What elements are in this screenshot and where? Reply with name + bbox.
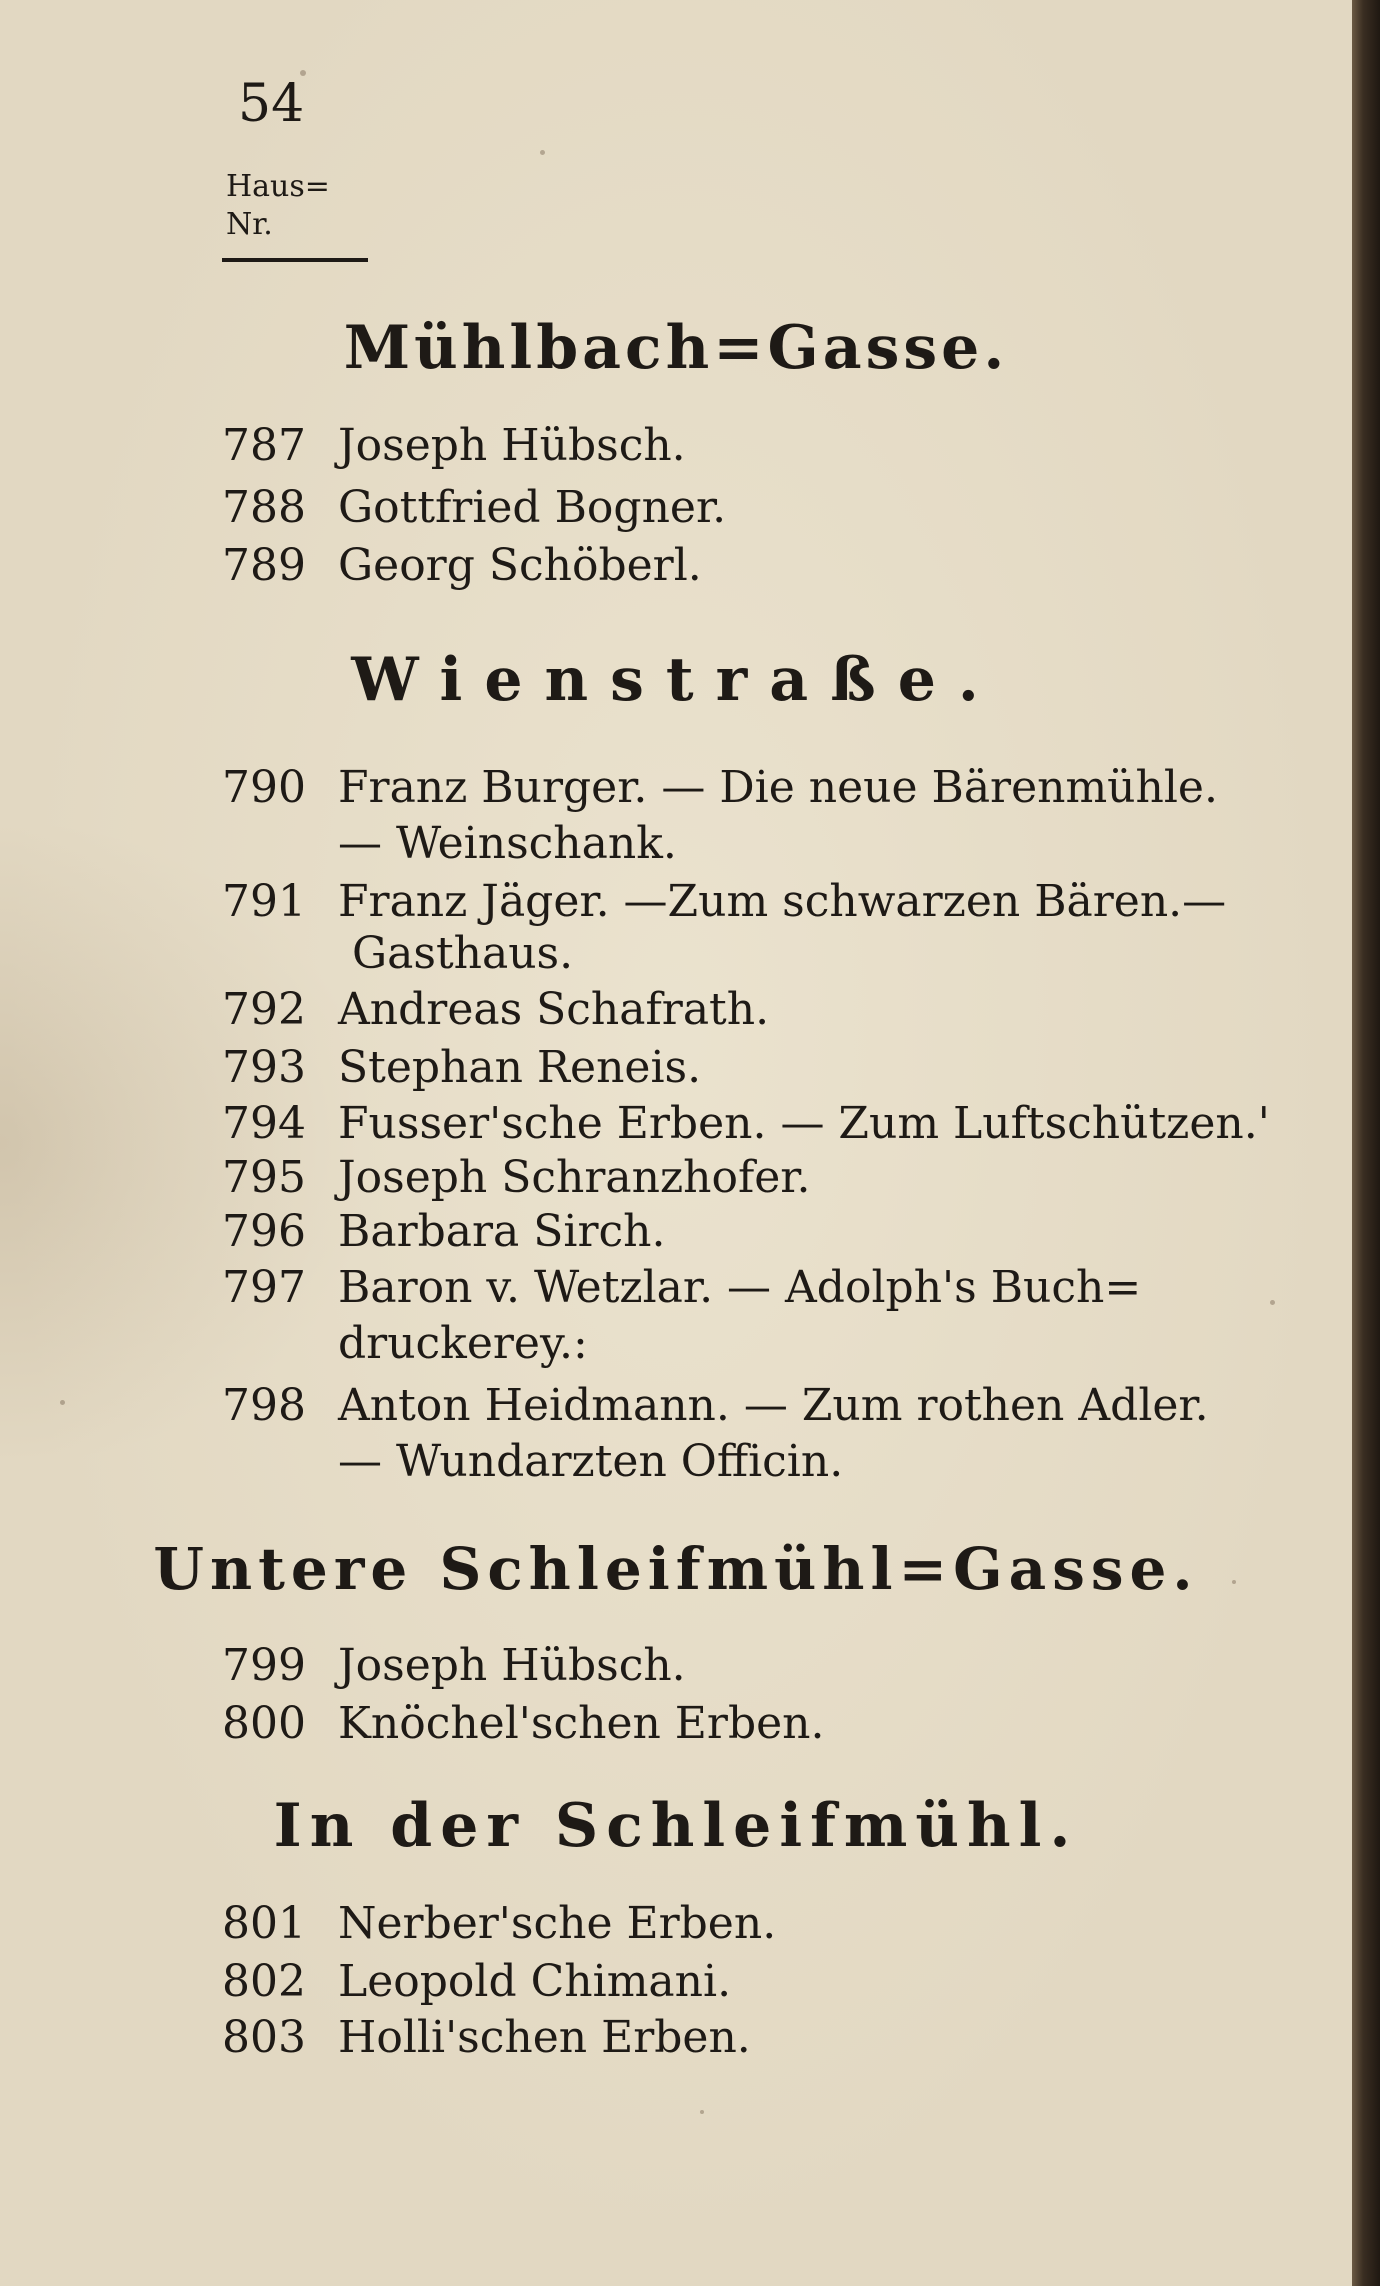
- section-title: Untere Schleifmühl=Gasse.: [153, 1535, 1199, 1603]
- entry-text: Georg Schöberl.: [338, 540, 702, 591]
- column-header-rule: [222, 258, 368, 262]
- list-item: [222, 1898, 776, 1950]
- list-item: [222, 1152, 810, 1204]
- house-number: 791: [222, 876, 306, 927]
- house-number: 802: [222, 1956, 306, 2007]
- house-number: 787: [222, 420, 306, 471]
- list-item: [222, 984, 769, 1036]
- section-title: Wienstraße.: [351, 645, 1001, 715]
- entry-text: Franz Jäger. —Zum schwarzen Bären.—: [338, 876, 1227, 927]
- list-item: [222, 1698, 825, 1750]
- house-number: 797: [222, 1262, 306, 1313]
- house-number: 801: [222, 1898, 306, 1949]
- house-number: 796: [222, 1206, 306, 1257]
- entry-text: Fusser'sche Erben. — Zum Luftschützen.': [338, 1098, 1270, 1149]
- paper-speck: [540, 150, 545, 155]
- list-item: [222, 1098, 1270, 1150]
- list-item: [222, 540, 702, 592]
- entry-text: Baron v. Wetzlar. — Adolph's Buch=: [338, 1262, 1142, 1313]
- house-number: 795: [222, 1152, 306, 1203]
- entry-text: Knöchel'schen Erben.: [338, 1698, 825, 1749]
- entry-text: Nerber'sche Erben.: [338, 1898, 777, 1949]
- house-number: 800: [222, 1698, 306, 1749]
- entry-text: Joseph Schranzhofer.: [338, 1152, 811, 1203]
- column-header: [226, 168, 356, 244]
- entry-text: Leopold Chimani.: [338, 1956, 732, 2007]
- house-number: 788: [222, 482, 306, 533]
- list-item: [222, 482, 726, 534]
- house-number: 790: [222, 762, 306, 813]
- entry-text: Joseph Hübsch.: [338, 420, 686, 471]
- house-number: 793: [222, 1042, 306, 1093]
- list-item: [222, 2012, 751, 2064]
- entry-text: Gottfried Bogner.: [338, 482, 727, 533]
- paper-speck: [700, 2110, 704, 2114]
- house-number: 792: [222, 984, 306, 1035]
- entry-text: Andreas Schafrath.: [338, 984, 770, 1035]
- entry-text: Anton Heidmann. — Zum rothen Adler.: [338, 1380, 1209, 1431]
- list-item: [222, 1380, 1209, 1432]
- section-title: In der Schleifmühl.: [273, 1791, 1079, 1861]
- entry-continuation: — Weinschank.: [338, 818, 677, 869]
- list-item: [222, 1206, 665, 1258]
- section-title: Mühlbach=Gasse.: [343, 313, 1009, 383]
- list-item: [222, 1262, 1141, 1314]
- house-number: 794: [222, 1098, 306, 1149]
- paper-speck: [60, 1400, 65, 1405]
- list-item: [222, 1042, 701, 1094]
- entry-text: Barbara Sirch.: [338, 1206, 666, 1257]
- entry-continuation: Gasthaus.: [352, 928, 574, 979]
- entry-text: Holli'schen Erben.: [338, 2012, 751, 2063]
- column-header-line: Haus=: [226, 169, 330, 204]
- list-item: [222, 420, 686, 472]
- entry-text: Joseph Hübsch.: [338, 1640, 686, 1691]
- list-item: [222, 1640, 686, 1692]
- book-spine-edge: [1352, 0, 1380, 2286]
- entry-continuation: druckerey.:: [338, 1318, 588, 1369]
- page-number: 54: [238, 74, 305, 134]
- list-item: [222, 762, 1218, 814]
- entry-text: Franz Burger. — Die neue Bärenmühle.: [338, 762, 1218, 813]
- house-number: 789: [222, 540, 306, 591]
- entry-continuation: — Wundarzten Officin.: [338, 1436, 844, 1487]
- house-number: 799: [222, 1640, 306, 1691]
- column-header-line: Nr.: [226, 207, 273, 242]
- house-number: 803: [222, 2012, 306, 2063]
- entry-text: Stephan Reneis.: [338, 1042, 702, 1093]
- list-item: [222, 1956, 731, 2008]
- house-number: 798: [222, 1380, 306, 1431]
- paper-speck: [1270, 1300, 1275, 1305]
- list-item: [222, 876, 1226, 928]
